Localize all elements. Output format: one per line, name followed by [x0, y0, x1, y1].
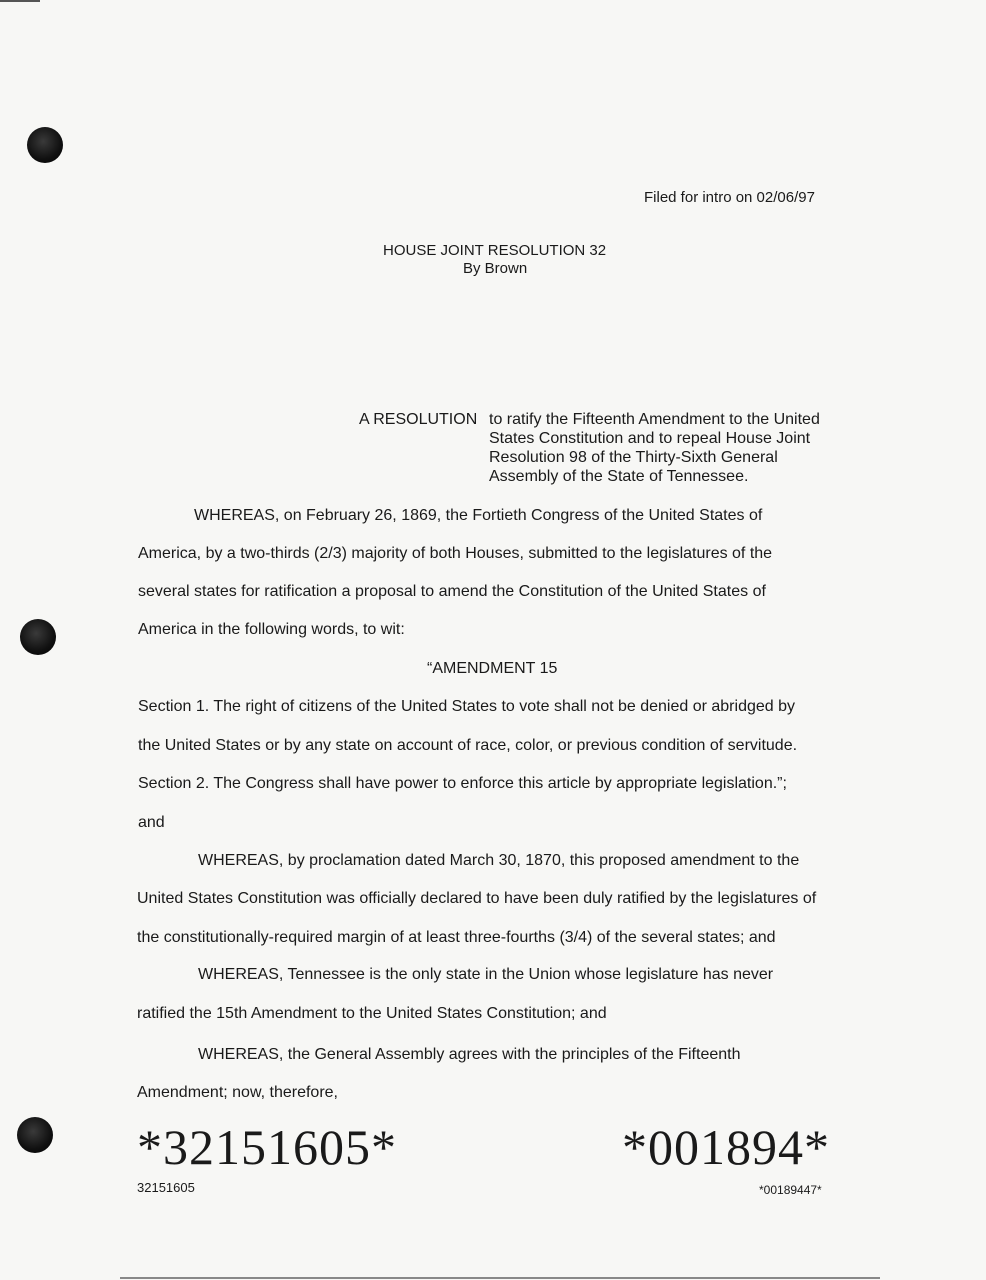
barcode-right: *001894* — [622, 1119, 830, 1175]
resolution-caption-line-4: Assembly of the State of Tennessee. — [489, 468, 749, 485]
resolution-caption-line-3: Resolution 98 of the Thirty-Sixth General — [489, 449, 778, 466]
barcode-left: *32151605* — [137, 1119, 397, 1175]
resolution-label: A RESOLUTION — [359, 411, 478, 428]
amendment-line-4: and — [138, 814, 165, 831]
filed-note: Filed for intro on 02/06/97 — [644, 189, 815, 206]
punch-hole-top — [27, 127, 63, 163]
amendment-line-2: the United States or by any state on account of race, color, or previous condition of servitude. — [138, 737, 798, 754]
whereas-3-line-1: WHEREAS, Tennessee is the only state in the Union whose legislature has never — [198, 966, 774, 983]
barcode-right-number: *00189447* — [759, 1183, 822, 1197]
whereas-2-line-2: United States Constitution was officially declared to have been duly ratified by the legislatures of — [137, 890, 817, 907]
barcode-left-number: 32151605 — [137, 1180, 195, 1195]
whereas-1-line-4: America in the following words, to wit: — [138, 621, 405, 638]
punch-hole-middle — [20, 619, 56, 655]
top-edge-mark — [0, 0, 40, 2]
whereas-2-line-3: the constitutionally-required margin of at least three-fourths (3/4) of the several states; and — [137, 929, 776, 946]
amendment-line-1: Section 1. The right of citizens of the United States to vote shall not be denied or abridged by — [138, 698, 795, 715]
resolution-title: HOUSE JOINT RESOLUTION 32 — [383, 242, 607, 259]
whereas-4-line-1: WHEREAS, the General Assembly agrees with the principles of the Fifteenth — [198, 1046, 741, 1063]
bottom-edge-mark — [120, 1277, 880, 1279]
whereas-3-line-2: ratified the 15th Amendment to the United States Constitution; and — [137, 1005, 607, 1022]
whereas-1-line-3: several states for ratification a proposal to amend the Constitution of the United States of — [138, 583, 766, 600]
resolution-caption-line-2: States Constitution and to repeal House Joint — [489, 430, 811, 447]
whereas-2-line-1: WHEREAS, by proclamation dated March 30, 1870, this proposed amendment to the — [198, 852, 800, 869]
punch-hole-bottom — [17, 1117, 53, 1153]
whereas-1-line-1: WHEREAS, on February 26, 1869, the Fortieth Congress of the United States of — [194, 507, 763, 524]
whereas-4-line-2: Amendment; now, therefore, — [137, 1084, 338, 1101]
amendment-line-3: Section 2. The Congress shall have power to enforce this article by appropriate legislation.”; — [138, 775, 787, 792]
resolution-sponsor: By Brown — [463, 260, 528, 277]
amendment-heading: “AMENDMENT 15 — [427, 660, 558, 677]
whereas-1-line-2: America, by a two-thirds (2/3) majority of both Houses, submitted to the legislatures of the — [138, 545, 773, 562]
resolution-caption-line-1: to ratify the Fifteenth Amendment to the United — [489, 411, 820, 428]
